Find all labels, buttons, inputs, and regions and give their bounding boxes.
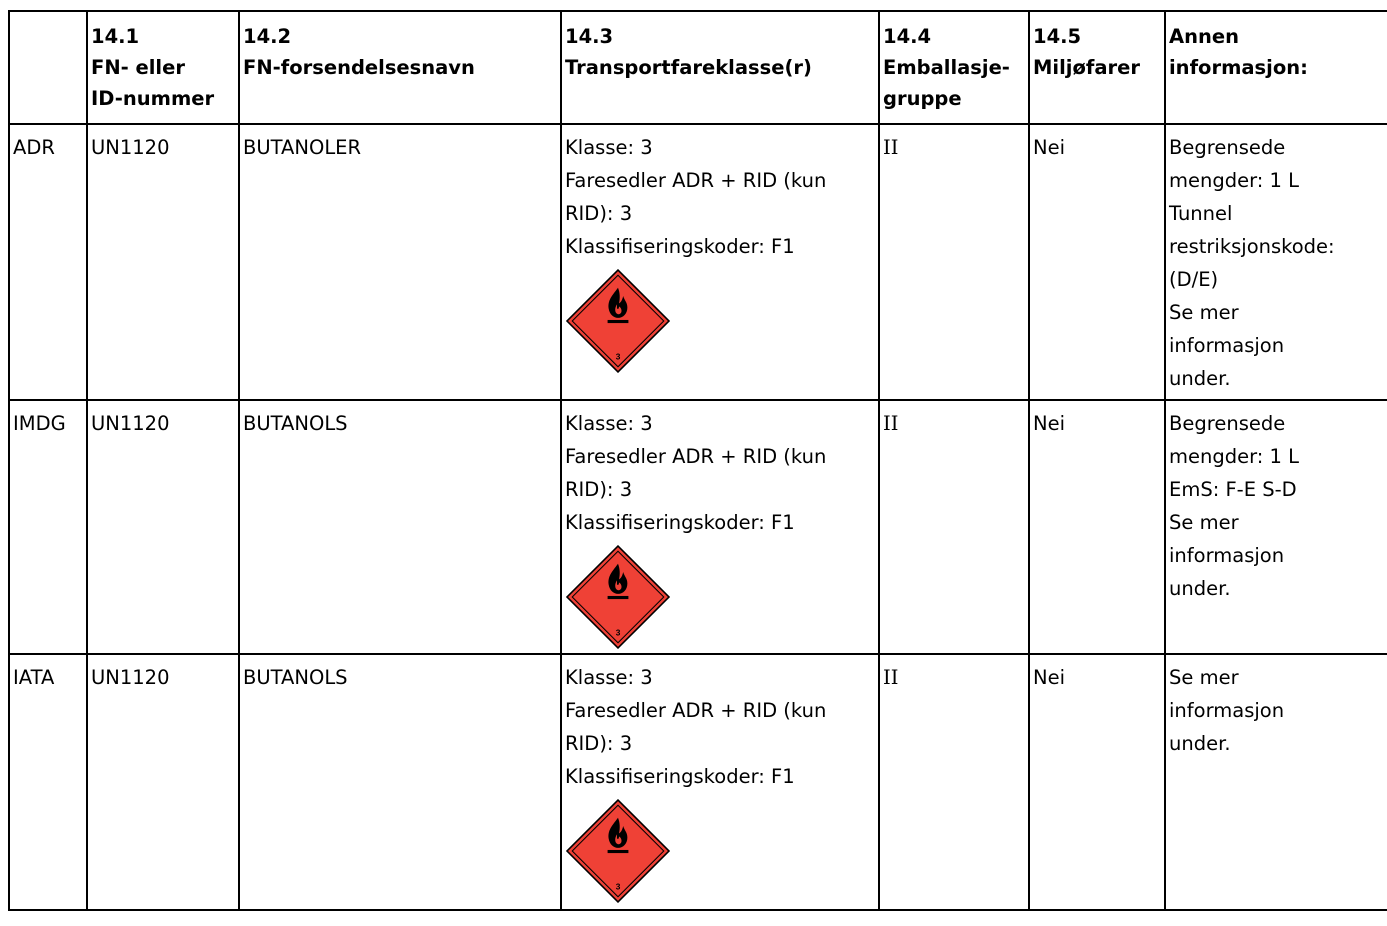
header-cell-env-hazard — [1029, 11, 1165, 124]
header-row — [9, 11, 1387, 124]
placard-class-number: 3 — [615, 881, 621, 892]
hazard-class-line: Klassifiseringskoder: F1 — [565, 511, 795, 534]
header-text: FN-forsendelsesnavn — [243, 56, 475, 79]
other-info-line: mengder: 1 L — [1169, 445, 1300, 468]
placard-class-number: 3 — [615, 627, 621, 638]
transport-info-table — [8, 10, 1387, 911]
other-info-cell — [1165, 400, 1387, 654]
other-info-line: under. — [1169, 367, 1231, 390]
packing-group-cell: II — [879, 400, 1029, 654]
other-info-cell — [1165, 654, 1387, 910]
header-text: Emballasje- — [883, 56, 1010, 79]
hazard-class-line: Klasse: 3 — [565, 412, 653, 435]
other-info-line: restriksjonskode: — [1169, 235, 1335, 258]
header-text: ID-nummer — [91, 87, 215, 110]
table-row — [9, 400, 1387, 654]
hazard-class-line: RID): 3 — [565, 202, 633, 225]
packing-group-cell: II — [879, 654, 1029, 910]
flammable-liquid-class-3-placard-icon — [566, 799, 670, 903]
other-info-line: Se mer — [1169, 666, 1239, 689]
hazard-class-line: Faresedler ADR + RID (kun — [565, 445, 827, 468]
other-info-line: mengder: 1 L — [1169, 169, 1300, 192]
header-cell-un-number — [87, 11, 239, 124]
header-cell-mode — [9, 11, 87, 124]
placard-class-number: 3 — [615, 351, 621, 362]
header-cell-shipping-name — [239, 11, 561, 124]
env-hazard-cell: Nei — [1029, 124, 1165, 400]
un-number-cell: UN1120 — [87, 654, 239, 910]
hazard-class-line: RID): 3 — [565, 732, 633, 755]
header-text: Miljøfarer — [1033, 56, 1140, 79]
hazard-class-cell — [561, 400, 879, 654]
header-cell-hazard-class — [561, 11, 879, 124]
other-info-line: Se mer — [1169, 511, 1239, 534]
hazard-class-line: Faresedler ADR + RID (kun — [565, 699, 827, 722]
mode-cell: IATA — [9, 654, 87, 910]
other-info-line: (D/E) — [1169, 268, 1219, 291]
shipping-name-cell: BUTANOLER — [239, 124, 561, 400]
mode-cell: ADR — [9, 124, 87, 400]
other-info-line: under. — [1169, 732, 1231, 755]
hazard-class-line: Faresedler ADR + RID (kun — [565, 169, 827, 192]
other-info-line: Begrensede — [1169, 412, 1286, 435]
flammable-liquid-class-3-placard-icon — [566, 269, 670, 373]
hazard-class-cell — [561, 124, 879, 400]
env-hazard-cell: Nei — [1029, 400, 1165, 654]
un-number-cell: UN1120 — [87, 124, 239, 400]
hazard-class-line: Klasse: 3 — [565, 136, 653, 159]
env-hazard-cell: Nei — [1029, 654, 1165, 910]
table-row — [9, 124, 1387, 400]
header-text: 14.2 — [243, 25, 292, 48]
other-info-line: informasjon — [1169, 544, 1285, 567]
other-info-line: Begrensede — [1169, 136, 1286, 159]
header-text: 14.1 — [91, 25, 140, 48]
hazard-class-line: RID): 3 — [565, 478, 633, 501]
table-row — [9, 654, 1387, 910]
header-text: Annen — [1169, 25, 1239, 48]
other-info-line: EmS: F-E S-D — [1169, 478, 1297, 501]
hazard-class-line: Klasse: 3 — [565, 666, 653, 689]
header-cell-packing-group — [879, 11, 1029, 124]
header-text: gruppe — [883, 87, 962, 110]
header-text: 14.5 — [1033, 25, 1082, 48]
other-info-line: Tunnel — [1169, 202, 1233, 225]
shipping-name-cell: BUTANOLS — [239, 654, 561, 910]
header-text: 14.3 — [565, 25, 614, 48]
other-info-line: under. — [1169, 577, 1231, 600]
other-info-line: informasjon — [1169, 334, 1285, 357]
other-info-cell — [1165, 124, 1387, 400]
hazard-class-cell — [561, 654, 879, 910]
header-text: FN- eller — [91, 56, 185, 79]
hazard-class-line: Klassifiseringskoder: F1 — [565, 235, 795, 258]
shipping-name-cell: BUTANOLS — [239, 400, 561, 654]
header-text: informasjon: — [1169, 56, 1308, 79]
header-text: 14.4 — [883, 25, 932, 48]
flammable-liquid-class-3-placard-icon — [566, 545, 670, 649]
other-info-line: Se mer — [1169, 301, 1239, 324]
packing-group-cell: II — [879, 124, 1029, 400]
other-info-line: informasjon — [1169, 699, 1285, 722]
header-text: Transportfareklasse(r) — [565, 56, 812, 79]
header-cell-other-info — [1165, 11, 1387, 124]
mode-cell: IMDG — [9, 400, 87, 654]
un-number-cell: UN1120 — [87, 400, 239, 654]
hazard-class-line: Klassifiseringskoder: F1 — [565, 765, 795, 788]
